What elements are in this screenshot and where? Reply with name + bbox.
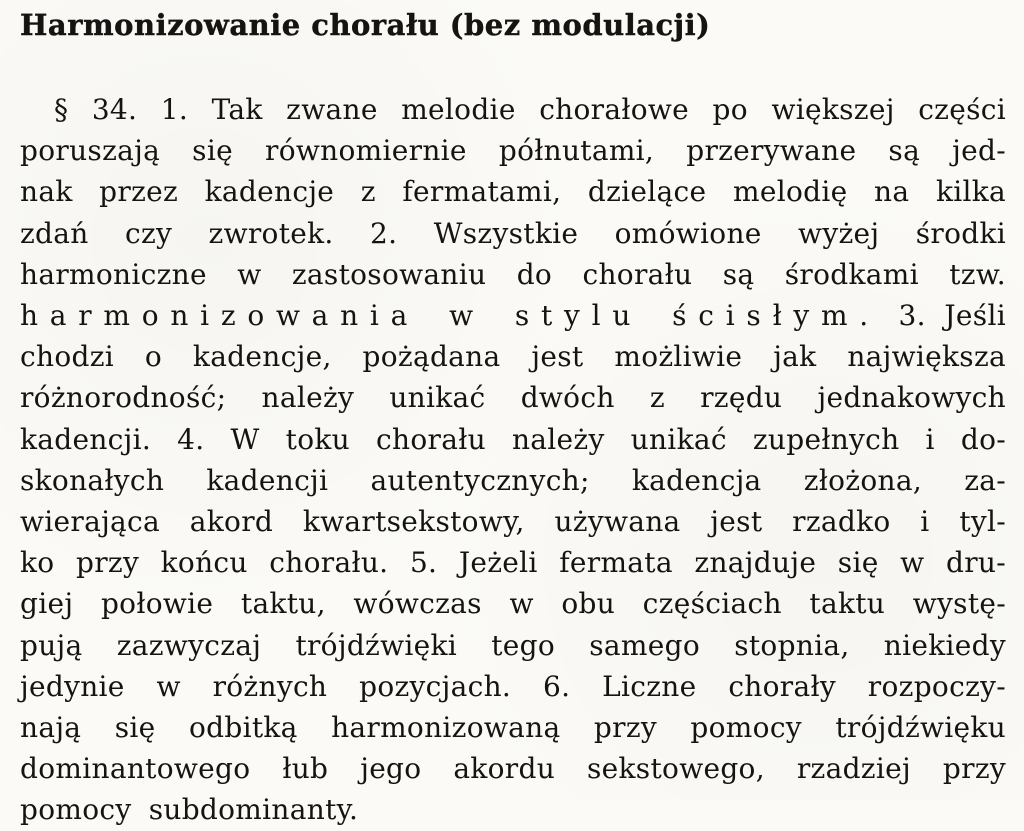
text-line <box>20 336 1006 377</box>
page-title: Harmonizowanie chorału (bez modulacji) <box>20 8 711 42</box>
line-text: chodzi o kadencje, pożądana jest możliwie jak największa <box>20 340 1006 374</box>
line-text: skonałych kadencji autentycznych; kadencja złożona, za- <box>20 463 1006 497</box>
text-line <box>20 171 1006 212</box>
line-text: dominantowego łub jego akordu sekstowego, rzadziej przy <box>20 752 1006 786</box>
line-text: nają się odbitką harmonizowaną przy pomocy trójdźwięku <box>20 711 1006 745</box>
text-line <box>20 501 1006 542</box>
text-line <box>20 89 1006 130</box>
line-text: różnorodność; należy unikać dwóch z rzędu jednakowych <box>20 381 1006 415</box>
chorale-paragraph <box>20 89 1006 831</box>
text-line <box>20 583 1006 624</box>
text-line <box>20 254 1006 295</box>
line-text: § 34. 1. Tak zwane melodie chorałowe po większej części <box>54 93 1006 126</box>
text-line <box>20 707 1006 748</box>
text-line <box>20 419 1006 460</box>
line-text: kadencji. 4. W toku chorału należy unikać zupełnych i do- <box>20 422 1006 456</box>
line-text: nak przez kadencje z fermatami, dzielące melodię na kilka <box>20 175 1006 209</box>
text-line <box>20 130 1006 171</box>
line-text: giej połowie taktu, wówczas w obu częściach taktu wystę- <box>20 587 1006 621</box>
text-line <box>20 295 1006 336</box>
line-text: harmoniczne w zastosowaniu do chorału są środkami tzw. <box>20 257 1006 291</box>
line-text: zdań czy zwrotek. 2. Wszystkie omówione wyżej środki <box>20 216 1006 250</box>
text-line <box>20 625 1006 666</box>
text-line <box>20 213 1006 254</box>
line-text: jedynie w różnych pozycjach. 6. Liczne chorały rozpoczy- <box>20 669 1006 703</box>
line-text: ko przy końcu chorału. 5. Jeżeli fermata znajduje się w dru- <box>20 546 1006 580</box>
line-text: wierająca akord kwartsekstowy, używana jest rzadko i tyl- <box>20 505 1006 539</box>
line-text: 3. Jeśli <box>879 299 1006 333</box>
line-text: pomocy subdominanty. <box>20 793 359 827</box>
line-text: poruszają się równomiernie półnutami, przerywane są jed- <box>20 134 1006 168</box>
text-line <box>20 377 1006 418</box>
text-line <box>20 748 1006 789</box>
line-text: pują zazwyczaj trójdźwięki tego samego stopnia, niekiedy <box>20 628 1006 662</box>
text-line <box>20 789 1006 830</box>
text-line <box>20 542 1006 583</box>
text-line <box>20 460 1006 501</box>
text-line <box>20 666 1006 707</box>
emphasized-phrase: harmonizowania w stylu ścisłym. <box>20 299 880 333</box>
